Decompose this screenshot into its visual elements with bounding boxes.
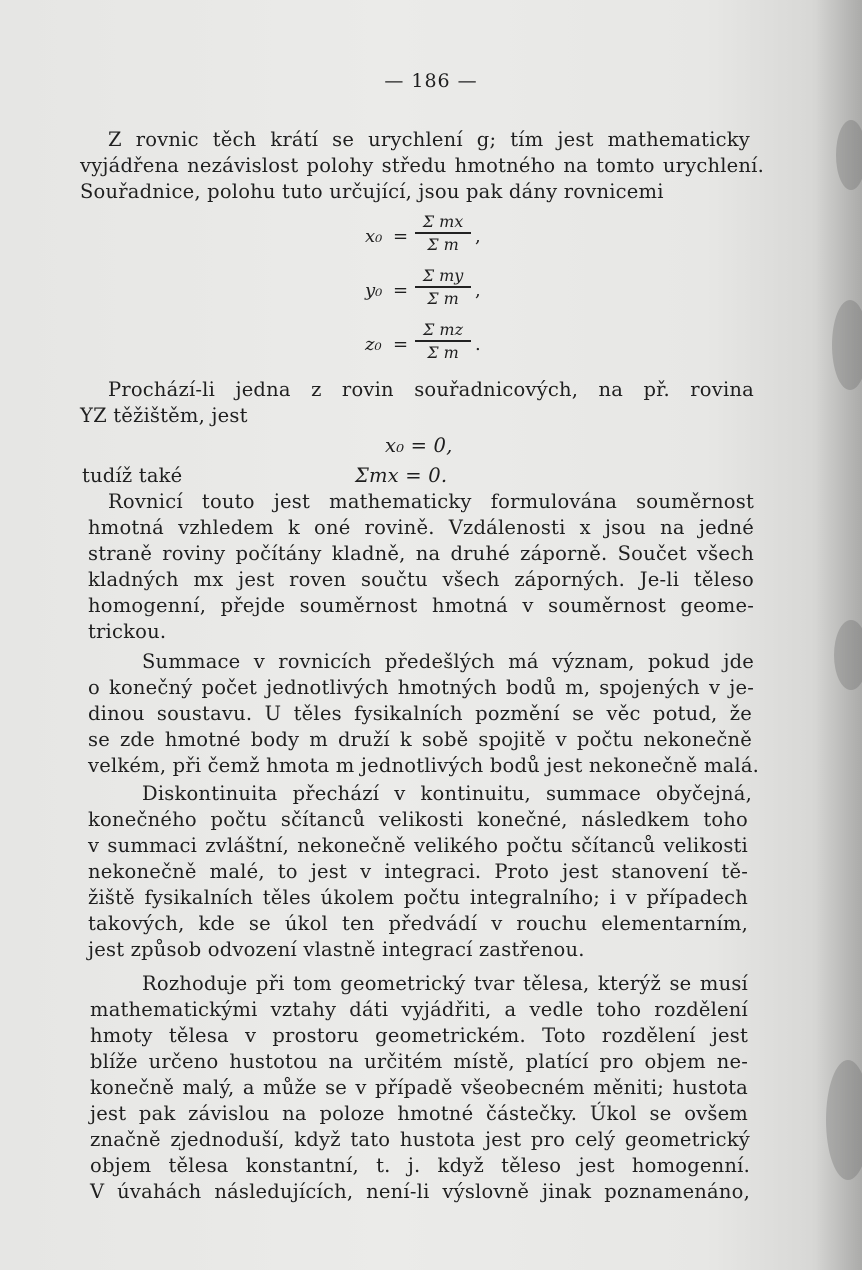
text-line: značně zjednoduší, když tato hustota jest pro celý geometrický — [90, 1128, 750, 1151]
page-number: — 186 — — [384, 70, 478, 92]
equation-punct: , — [475, 280, 481, 301]
text-line: takových, kde se úkol ten předvádí v rouchu elementarním, — [88, 912, 748, 935]
edge-stain — [836, 120, 862, 190]
text-line: konečně malý, a může se v případě všeobecném měniti; hustota — [90, 1076, 748, 1099]
text-line: jest způsob odvození vlastně integrací zastřenou. — [88, 938, 585, 961]
numerator: Σ my — [422, 266, 464, 285]
text-line: V úvahách následujících, není-li výslovně jinak poznamenáno, — [90, 1180, 750, 1203]
edge-stain — [826, 1060, 862, 1180]
text-line: tudíž také — [82, 464, 183, 487]
text-line: trickou. — [88, 620, 167, 643]
equation-x0 — [365, 212, 505, 262]
text-line: žiště fysikalních těles úkolem počtu integralního; i v případech — [88, 886, 748, 909]
text-line: Summace v rovnicích předešlých má význam, pokud jde — [142, 650, 754, 673]
equation-lhs: y₀ — [365, 280, 383, 301]
text-line: Rozhoduje při tom geometrický tvar tělesa, kterýž se musí — [142, 972, 748, 995]
edge-stain — [834, 620, 862, 690]
text-line: nekonečně malé, to jest v integraci. Proto jest stanovení tě- — [88, 860, 748, 883]
fraction — [415, 320, 471, 362]
text-line: o konečný počet jednotlivých hmotných bodů m, spojených v je- — [88, 676, 754, 699]
text-line: velkém, při čemž hmota m jednotlivých bodů jest nekonečně malá. — [88, 754, 760, 777]
equation-lhs: z₀ — [365, 334, 382, 355]
fraction — [415, 212, 471, 254]
fraction — [415, 266, 471, 308]
equation-sum-zero: Σmx = 0. — [355, 464, 448, 487]
text-line: v summaci zvláštní, nekonečně velikého počtu sčítanců velikosti — [88, 834, 748, 857]
numerator: Σ mz — [423, 320, 463, 339]
text-line: blíže určeno hustotou na určitém místě, platící pro objem ne- — [90, 1050, 748, 1073]
equation-y0 — [365, 266, 505, 316]
equation-x0-zero: x₀ = 0, — [385, 434, 453, 457]
equation-equals: = — [393, 334, 409, 355]
text-line: vyjádřena nezávislost polohy středu hmotného na tomto urychlení. — [80, 154, 764, 177]
fraction-bar — [415, 232, 471, 234]
text-line: Diskontinuita přechází v kontinuitu, summace obyčejná, — [142, 782, 752, 805]
equation-equals: = — [393, 226, 409, 247]
text-line: homogenní, přejde souměrnost hmotná v souměrnost geome- — [88, 594, 754, 617]
equation-punct: . — [475, 334, 481, 355]
edge-stain — [832, 300, 862, 390]
text-line: kladných mx jest roven součtu všech záporných. Je-li těleso — [88, 568, 754, 591]
text-line: Rovnicí touto jest mathematicky formulována souměrnost — [108, 490, 754, 513]
equation-lhs: x₀ — [365, 226, 383, 247]
fraction-bar — [415, 340, 471, 342]
denominator: Σ m — [427, 234, 459, 254]
text-line: se zde hmotné body m druží k sobě spojitě v počtu nekonečně — [88, 728, 752, 751]
text-line: jest pak závislou na poloze hmotné částečky. Úkol se ovšem — [90, 1102, 748, 1125]
text-line: mathematickými vztahy dáti vyjádřiti, a vedle toho rozdělení — [90, 998, 748, 1021]
text-line: objem tělesa konstantní, t. j. když těleso jest homogenní. — [90, 1154, 750, 1177]
text-line: Z rovnic těch krátí se urychlení g; tím jest mathematicky — [108, 128, 750, 151]
equation-equals: = — [393, 280, 409, 301]
text-line: YZ těžištěm, jest — [80, 404, 248, 427]
text-line: konečného počtu sčítanců velikosti konečné, následkem toho — [88, 808, 748, 831]
text-line: Prochází-li jedna z rovin souřadnicových, na př. rovina — [108, 378, 754, 401]
fraction-bar — [415, 286, 471, 288]
denominator: Σ m — [427, 288, 459, 308]
text-line: hmotná vzhledem k oné rovině. Vzdálenosti x jsou na jedné — [88, 516, 754, 539]
text-line: dinou soustavu. U těles fysikalních pozmění se věc potud, že — [88, 702, 752, 725]
equation-punct: , — [475, 226, 481, 247]
denominator: Σ m — [427, 342, 459, 362]
text-line: Souřadnice, polohu tuto určující, jsou pak dány rovnicemi — [80, 180, 664, 203]
numerator: Σ mx — [422, 212, 464, 231]
text-line: straně roviny počítány kladně, na druhé záporně. Součet všech — [88, 542, 754, 565]
text-line: hmoty tělesa v prostoru geometrickém. Toto rozdělení jest — [90, 1024, 748, 1047]
equation-z0 — [365, 320, 505, 370]
